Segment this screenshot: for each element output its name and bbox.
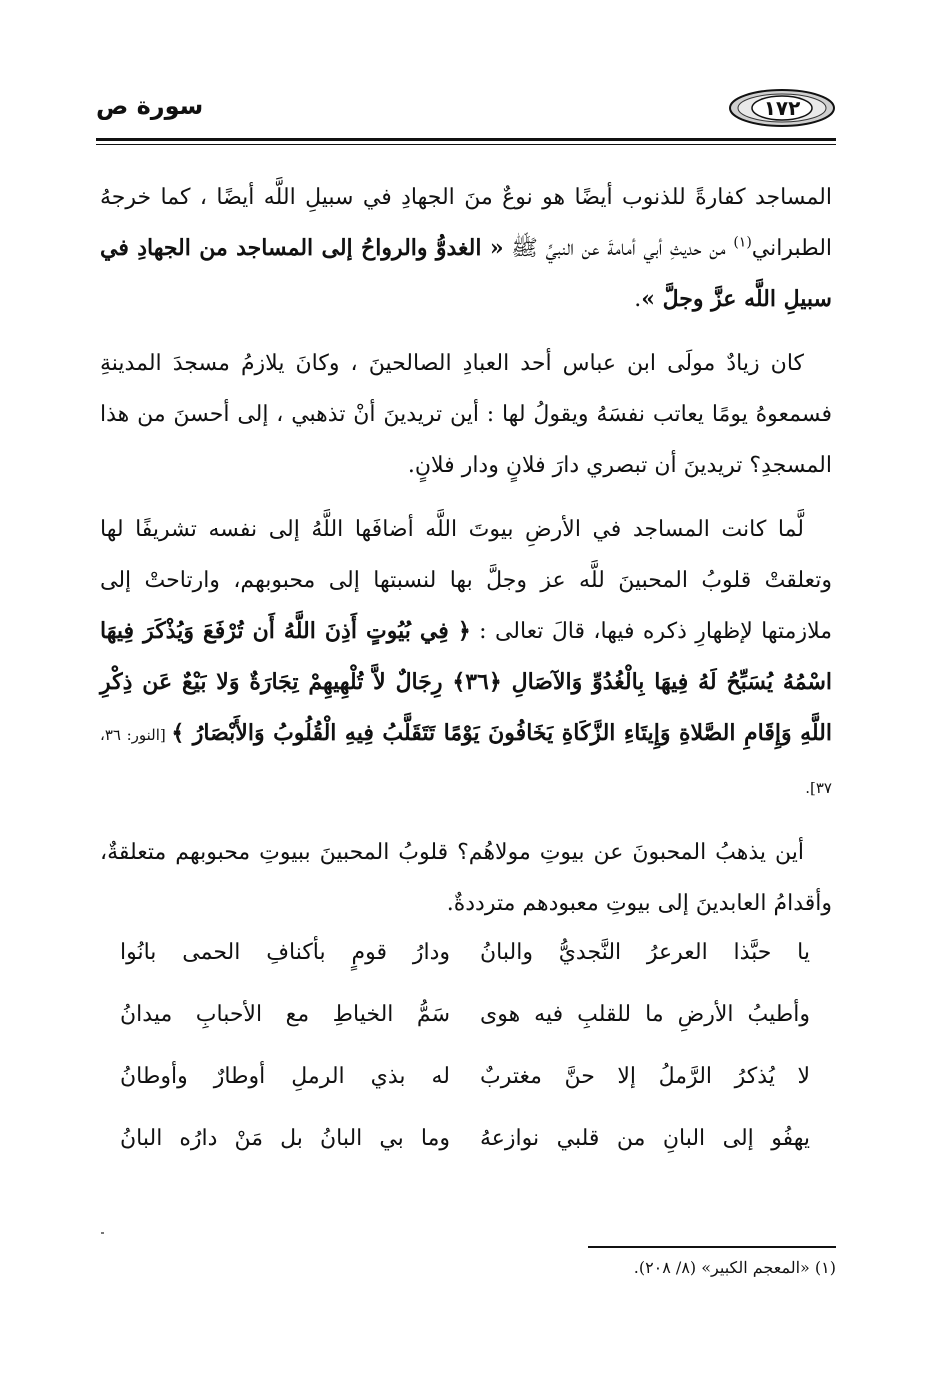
text-segment: . xyxy=(634,287,642,312)
hadith-quote: « الغدوُّ والرواحُ إلى المساجد من الجهادِ في سبيلِ اللَّه عزَّ وجلَّ » xyxy=(100,235,832,312)
verse-line xyxy=(120,1064,810,1126)
surah-title: سورة ص xyxy=(96,92,204,120)
paragraph xyxy=(100,338,832,491)
quran-verse: ﴿ فِي بُيُوتٍ أَذِنَ اللَّهُ أَن تُرْفَعَ وَيُذْكَرَ فِيهَا اسْمُهُ يُسَبِّحُ لَهُ فِيهَا بِالْغُدُوِّ وَالآصَالِ ﴿٣٦﴾ رِجَالٌ لاَّ تُلْهِيهِمْ تِجَارَةٌ وَلا بَيْعٌ عَن ذِكْرِ اللَّهِ وَإِقَامِ الصَّلاةِ وَإِيتَاءِ الزَّكَاةِ يَخَافُونَ يَوْمًا تَتَقَلَّبُ فِيهِ الْقُلُوبُ وَالأَبْصَارُ ﴾ xyxy=(100,618,832,746)
poetry-block xyxy=(120,940,810,1188)
text-segment: كان زيادٌ مولَى ابن عباس أحد العبادِ الصالحينَ ، وكانَ يلازمُ مسجدَ المدينةِ فسمعوهُ يومًا يعاتب نفسَهُ ويقولُ لها : أين تريدينَ أنْ تذهبي ، إلى أحسنَ من هذا المسجدِ؟ تريدينَ أن تبصري دارَ فلانٍ ودار فلانٍ. xyxy=(100,351,832,478)
page-number: ١٧٢ xyxy=(763,96,801,120)
verse-second-hemistich: ودارُ قومٍ بأكنافِ الحمى بانُوا xyxy=(120,940,450,965)
paragraph xyxy=(100,827,832,929)
verse-first-hemistich: وأطيبُ الأرضِ ما للقلبِ فيه هوى xyxy=(480,1002,810,1027)
main-text xyxy=(100,172,832,942)
verse-second-hemistich: له بذي الرملِ أوطارٌ وأوطانُ xyxy=(120,1064,450,1089)
page-header xyxy=(96,84,836,134)
verse-first-hemistich: يهفُو إلى البانِ من قلبي نوازعهُ xyxy=(480,1126,810,1151)
scan-speck xyxy=(101,1232,104,1234)
verse-second-hemistich: وما بي البانُ بل مَنْ دارُه البانُ xyxy=(120,1126,450,1151)
verse-line xyxy=(120,940,810,1002)
header-rule-thick xyxy=(96,138,836,141)
footnote-marker: (١) xyxy=(733,234,752,251)
header-rule-thin xyxy=(96,144,836,145)
footnote: (١) «المعجم الكبير» (٨/ ٢٠٨). xyxy=(633,1258,836,1277)
verse-first-hemistich: لا يُذكرُ الرَّملُ إلا حنَّ مغتربٌ xyxy=(480,1064,810,1089)
verse-second-hemistich: سَمُّ الخياطِ مع الأحبابِ ميدانُ xyxy=(120,1002,450,1027)
verse-reference: [النور: ٣٦، ٣٧]. xyxy=(100,726,832,797)
text-segment: لَّما كانت المساجد في الأرضِ بيوتَ اللَّه أضافَها اللَّهُ إلى نفسه تشريفًا لها وتعلقتْ قلوبُ المحبينَ للَّه عز وجلَّ بها لنسبتها إلى محبوبهم، وارتاحتْ إلى ملازمتها لإظهارِ ذكره فيها، قالَ تعالى : xyxy=(100,517,832,644)
text-segment: المساجد كفارةً للذنوب أيضًا هو نوعٌ منَ الجهادِ في سبيلِ اللَّه أيضًا ، كما خرجهُ الطبراني xyxy=(100,185,833,261)
paragraph xyxy=(100,172,832,325)
verse-line xyxy=(120,1126,810,1188)
footnote-rule xyxy=(588,1246,836,1248)
text-segment: أين يذهبُ المحبونَ عن بيوتِ مولاهُم؟ قلوبُ المحبينَ ببيوتِ محبوبهم متعلقةٌ، وأقدامُ العابدينَ إلى بيوتِ معبودهم مترددةٌ. xyxy=(100,840,832,916)
page-number-badge xyxy=(728,88,836,128)
verse-first-hemistich: يا حبَّذا العرعرُ النَّجديُّ والبانُ xyxy=(480,940,810,965)
text-segment: من حديثِ أبي أمامةَ عن النبيِّ ﷺ xyxy=(503,236,734,261)
verse-line xyxy=(120,1002,810,1064)
paragraph xyxy=(100,504,832,814)
